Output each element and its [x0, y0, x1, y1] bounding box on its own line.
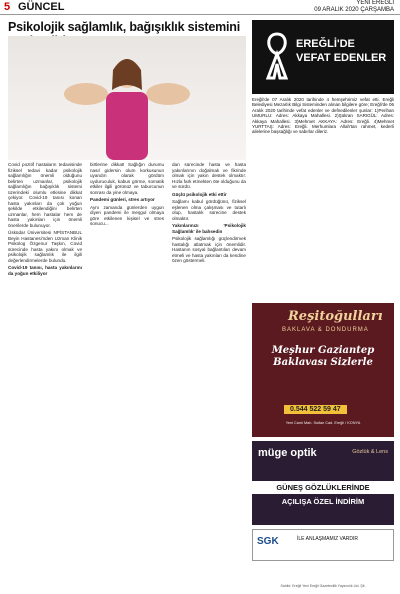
optic-banner-sub: AÇILIŞA ÖZEL İNDİRİM [281, 497, 365, 506]
restaurant-slogan: Meşhur Gaziantep Baklavası Sizlerle [271, 345, 375, 368]
right-arm-icon [146, 83, 190, 105]
obituary-title: EREĞLİ'DE [296, 38, 355, 50]
obituary-subtitle: VEFAT EDENLER [296, 52, 387, 64]
issue-date: 09 ARALIK 2020 ÇARŞAMBA [314, 7, 394, 13]
footer-imprint: Sahibi: Ereğli Yeni Ereğli Gazetecilik Yayıncılık Ltd. Şti. [280, 584, 366, 588]
article-photo [8, 36, 246, 160]
restaurant-ad [252, 303, 394, 437]
restaurant-subtitle: BAKLAVA & DONDURMA [282, 327, 369, 333]
subheading: Güçlü psikolojik etki ettir [172, 191, 227, 197]
subheading: Pandemi günleri, stres artıyor [90, 197, 155, 202]
article-column-2 [90, 162, 164, 229]
paragraph: Psikolojik sağlamlığı güçlendirmek hastalığı atlatmak için önemlidir. Hastanın sosyal bağlantıları devam etmeli ve hasta yakınları da kendine özen göstermeli. [172, 236, 246, 263]
sgk-text: İLE ANLAŞMAMIZ VARDIR [297, 536, 359, 542]
optic-banner: GÜNEŞ GÖZLÜKLERİNDE [252, 481, 394, 494]
page-number: 5 [4, 1, 11, 13]
right-column [252, 20, 394, 561]
paragraph: dan sürecinde hasta ve hasta yakınlarının doğalmak ve fikrinde olmak için yakın destek olmaktır. Hızla fark etmekten öte olduğunu da ve sürdü. [172, 162, 246, 189]
left-arm-icon [64, 83, 108, 105]
article-headline: Psikolojik sağlamlık, bağışıklık sistemini [8, 20, 240, 34]
restaurant-phone: 0.544 522 59 47 [284, 405, 347, 414]
paper-name: YENİ EREĞLİ [356, 0, 394, 6]
woman-flexing-illustration [8, 36, 246, 160]
optic-logo: müge optik [258, 447, 317, 459]
masthead [314, 0, 394, 14]
subheading: Yakınlarınızı 'Psikolojik Sağlamlık' ile bahsedin [172, 223, 246, 234]
sgk-ad [252, 529, 394, 561]
article-column-3 [172, 162, 246, 266]
subheading: Covid-19 tanısı, hasta yakınlarını da yoğun etkiliyor [8, 265, 82, 276]
sgk-logo: SGK [257, 536, 279, 547]
page-header [0, 0, 400, 15]
optic-ad [252, 441, 394, 525]
paragraph: Sağlamı kabul gördüğünü, fiziksel eşlenen olma çalışması ve tutarlı olup, hastalık sürecine destek olmaktır. [172, 199, 246, 221]
shirt-icon [106, 92, 148, 160]
paragraph: Covid pozitif hastaların tedavisinde fiziksel tedavi kadar psikolojik sağlamlığın önemli olduğunu belirten uzmanlar, psikolojik sağlamlığın bağışıklık sistemi üzerindeki olumlu etkisine dikkat çekiyor. Covid-19 tanısı konan hasta yakınları da çok yoğun şekilde etkilendiğini belirten uzmanlar, hem hastalar hem de hasta yakınları için önemli önerilerde bulunuyor. [8, 162, 82, 228]
mourning-ribbon-icon [264, 32, 290, 80]
paragraph: Üsküdar Üniversitesi NPİSTANBUL Beyin Hastanesi'nden Uzman Klinik Psikolog Özgenur Taşkın, Covid sürecinde hasta yakını olmak ve psikolojik sağlamlık ile ilgili değerlendirmelerde bulundu. [8, 230, 82, 263]
restaurant-address: Yeni Cami Mah. Sultan Cad. Ereğli / KONYA [285, 421, 361, 425]
obituary-box [252, 20, 394, 94]
article-column-1 [8, 162, 82, 278]
optic-tagline: Gözlük & Lens [352, 449, 388, 455]
section-title: GÜNCEL [18, 1, 65, 13]
article-body [8, 162, 246, 590]
obituary-text: Ereğli'de 07 Aralık 2020 tarihinde 4 hemşehrimiz vefat etti. Ereğli Belediyesi Mezarlık Bilgi Sisteminden alınan bilgilere göre; Ereğli'de 06 Aralık 2020 tarihinde vefat edenler ve defnedilenler şunlar: 1)Perihan UMURLU: Adres: Akkaya Mahallesi. 2)Şükran SARIGÜL: Adres: Akkaya Mahallesi. 3)Mehmet AKKAYA: Adres: Ereğli. 4)Mehmet YURTTAŞ: Adres: Ereğli. Merhumlara Allah'tan rahmet, kederli ailelerine başsağlığı ve sabırlar dileriz. [252, 97, 394, 135]
paragraph: Aynı zamanda günlerden uygun diyen pandemi ile meşgul olmaya göre etkilenen kişisel ve stres sonucu... [90, 204, 164, 226]
restaurant-logo: Reşitoğulları [288, 309, 383, 324]
paragraph: birtlerine dikkat! Sağlığın durumu nasıl gidersin olum korkusunun uyandırı olarak gördüm uyduruculuk, kabus görme, somatik etkiler ilgili görünüz ve taburcunun sonrası da yine olmaya. [90, 162, 164, 195]
